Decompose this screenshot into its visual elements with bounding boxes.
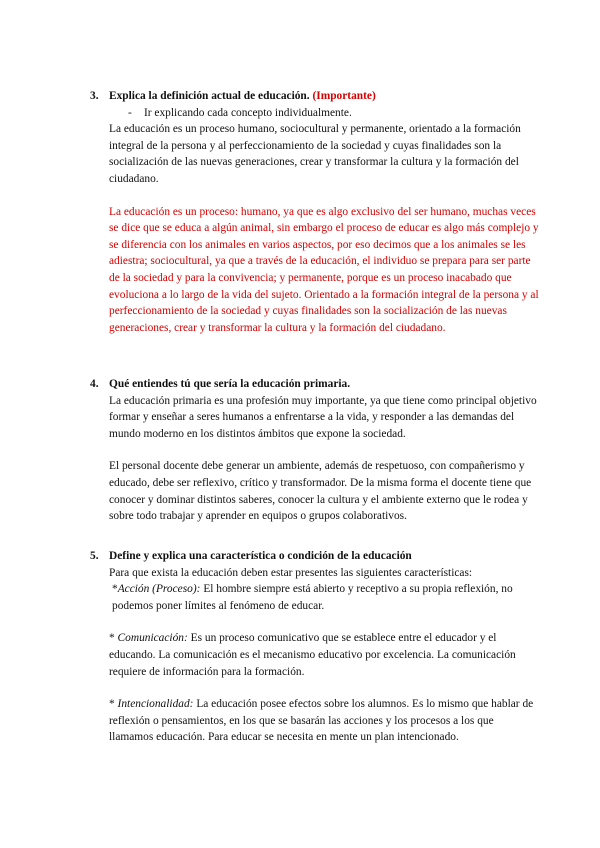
characteristic-term: Acción (Proceso):: [117, 583, 201, 596]
answer-block: [109, 393, 540, 525]
characteristic-text: Es un proceso comunicativo que se establece entre el educador y el educando. La comunicación es el mecanismo educativo por excelencia. La comunicación requiere de información para la formación.: [109, 632, 516, 678]
characteristic-item: [109, 630, 540, 680]
characteristic-text: La educación posee efectos sobre los alumnos. Es lo mismo que hablar de reflexión o pensamientos, en los que se basarán las acciones y los procesos a los que llamamos educación. Para educar se necesita en mente un plan intencionado.: [109, 698, 534, 744]
question-title-text: Explica la definición actual de educación.: [109, 90, 310, 102]
answer-paragraph-red: La educación es un proceso: humano, ya que es algo exclusivo del ser humano, muchas veces se dice que se educa a algún animal, sin embargo el proceso de educar es algo más complejo y se diferencia con los animales en varios aspectos, por eso decimos que a los animales se les adiestra; sociocultural, ya que a través de la educación, el individuo se prepara para ser parte de la sociedad y para la convivencia; y permanente, porque es un proceso inacabado que evoluciona a lo largo de la vida del sujeto. Orientado a la formación integral de la persona y al perfeccionamiento de la sociedad y cuyas finalidades son la socialización de las nuevas generaciones, crear y transformar la cultura y la formación del ciudadano.: [109, 205, 539, 334]
characteristic-term: Comunicación:: [117, 632, 188, 645]
important-label: (Importante): [312, 90, 376, 102]
question-title: Qué entiendes tú que sería la educación primaria.: [109, 378, 351, 390]
answer-block: [109, 121, 540, 336]
question-4: [90, 376, 540, 525]
characteristic-term: Intencionalidad:: [117, 698, 194, 711]
characteristic-item: [109, 581, 540, 614]
question-number: 4.: [90, 378, 99, 390]
sub-item-text: Ir explicando cada concepto individualmente.: [144, 106, 352, 119]
question-title: Define y explica una característica o condición de la educación: [109, 550, 412, 562]
characteristic-item: [109, 696, 540, 746]
dash-bullet: -: [128, 106, 132, 119]
intro-text: Para que exista la educación deben estar presentes las siguientes características:: [109, 566, 473, 579]
question-number: 5.: [90, 550, 99, 562]
answer-paragraph: La educación primaria es una profesión muy importante, ya que tiene como principal objetivo formar y enseñar a seres humanos a enfrentarse a la vida, y responder a las demandas del mundo moderno en los distintos ámbitos que expone la sociedad.: [109, 394, 537, 440]
asterisk-bullet: *: [109, 632, 118, 645]
question-number: 3.: [90, 90, 99, 102]
asterisk-bullet: *: [112, 583, 118, 596]
question-3: [90, 88, 540, 336]
sub-item: [128, 105, 540, 122]
asterisk-bullet: *: [109, 698, 118, 711]
question-title: [109, 88, 540, 105]
question-5: [90, 548, 540, 746]
characteristic-text: El hombre siempre está abierto y receptivo a su propia reflexión, no podemos poner límites al fenómeno de educar.: [112, 583, 513, 612]
answer-paragraph: El personal docente debe generar un ambiente, además de respetuoso, con compañerismo y educado, debe ser reflexivo, crítico y transformador. De la misma forma el docente tiene que conocer y dominar distintos saberes, conocer la cultura y el ambiente externo que le rodea y sobre todo trabajar y aprender en equipos o grupos colaborativos.: [109, 460, 532, 523]
answer-paragraph: La educación es un proceso humano, sociocultural y permanente, orientado a la formación integral de la persona y al perfeccionamiento de la sociedad y cuyas finalidades son la socialización de las nuevas generaciones, crear y transformar la cultura y la formación del ciudadano.: [109, 123, 521, 185]
answer-block: [109, 565, 540, 746]
